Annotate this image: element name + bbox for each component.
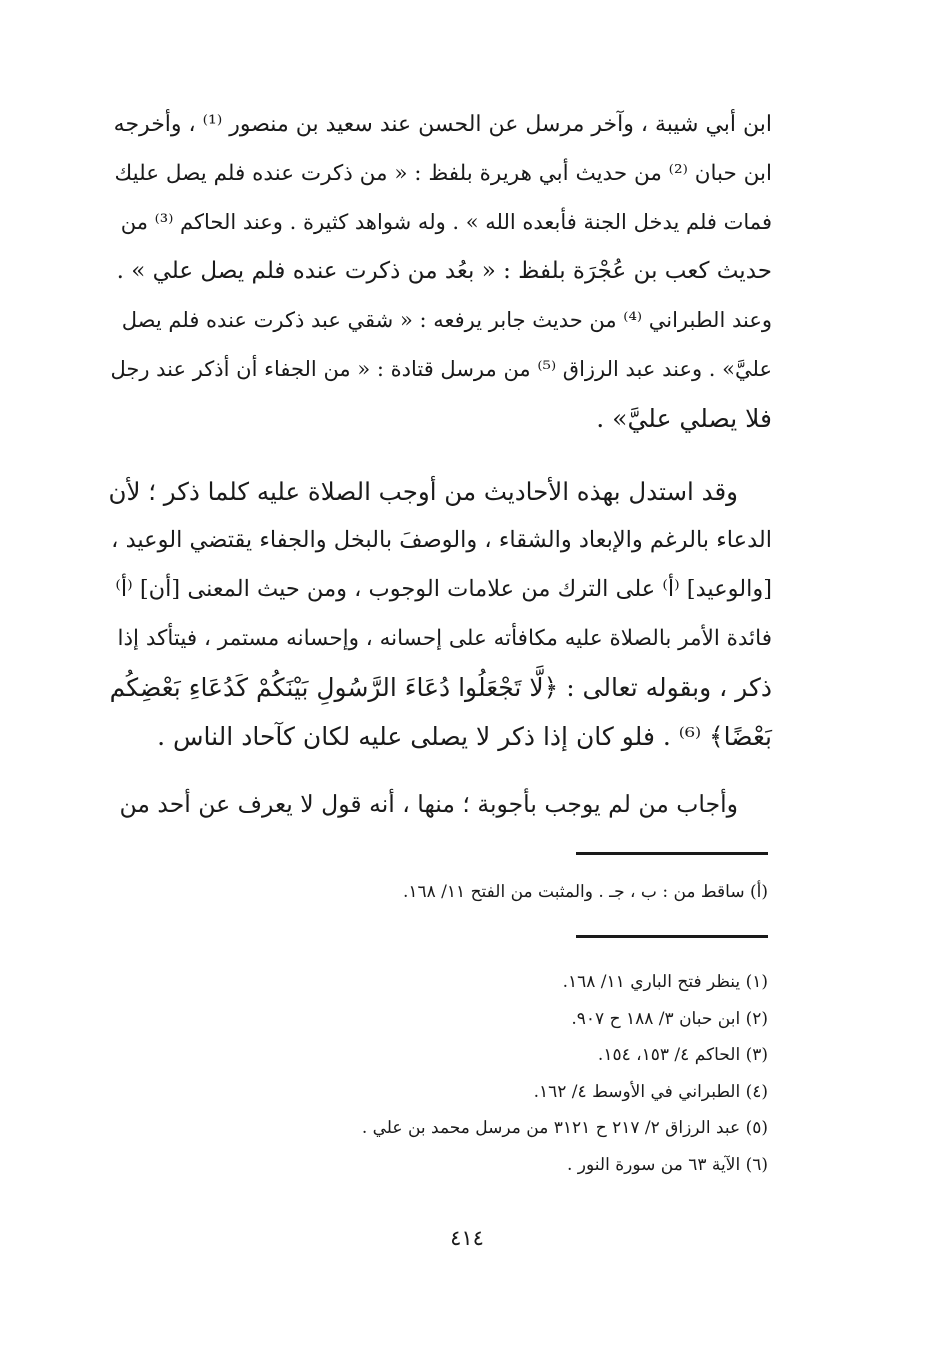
footnote-1: (١) ينظر فتح الباري ١١/ ١٦٨. <box>562 972 768 992</box>
text-line: الدعاء بالرغم والإبعاد والشقاء ، والوصفَ بالبخل والجفاء يقتضي الوعيد ، <box>111 527 772 553</box>
text-line: عليَّ» . وعند عبد الرزاق ⁽⁵⁾ من مرسل قتادة : « من الجفاء أن أذكر عند رجل <box>110 357 772 381</box>
paragraph-hadith-sources <box>108 100 772 443</box>
text-line: ابن أبي شيبة ، وآخر مرسل عن الحسن عند سعيد بن منصور ⁽¹⁾ ، وأخرجه <box>113 112 772 137</box>
paragraph-argument <box>108 467 772 761</box>
paragraph-response <box>108 780 772 829</box>
footnote-5: (٥) عبد الرزاق ٢/ ٢١٧ ح ٣١٢١ من مرسل محمد بن علي . <box>361 1118 768 1138</box>
footnote-6: (٦) الآية ٦٣ من سورة النور . <box>567 1154 768 1175</box>
text-line: وعند الطبراني ⁽⁴⁾ من حديث جابر يرفعه : « شقي عبد ذكرت عنده فلم يصل <box>121 308 772 332</box>
footnote-separator <box>576 852 768 855</box>
quran-verse-line: ذكر ، وبقوله تعالى : ﴿لَّا تَجْعَلُوا دُعَاءَ الرَّسُولِ بَيْنَكُمْ كَدُعَاءِ بَعْضِكُم <box>109 673 772 702</box>
page-number: ٤١٤ <box>450 1226 484 1250</box>
text-line: فلا يصلي عليَّ» . <box>596 404 772 433</box>
text-line: [والوعيد] ⁽أ⁾ على الترك من علامات الوجوب ، ومن حيث المعنى [أن] ⁽أ⁾ <box>115 576 772 602</box>
text-line: وقد استدل بهذه الأحاديث من أوجب الصلاة عليه كلما ذكر ؛ لأن <box>108 477 738 506</box>
text-line: بَعْضًا﴾ ⁽⁶⁾ . فلو كان إذا ذكر لا يصلى عليه لكان كآحاد الناس . <box>157 722 772 751</box>
footnote-3: (٣) الحاكم ٤/ ١٥٣، ١٥٤. <box>597 1045 768 1065</box>
text-line: حديث كعب بن عُجْرَة بلفظ : « بعُد من ذكرت عنده فلم يصل علي » . <box>116 258 772 284</box>
footnote-separator <box>576 935 768 938</box>
text-line: ابن حبان ⁽²⁾ من حديث أبي هريرة بلفظ : « من ذكرت عنده فلم يصل عليك <box>114 161 772 186</box>
text-line: وأجاب من لم يوجب بأجوبة ؛ منها ، أنه قول لا يعرف عن أحد من <box>119 790 738 818</box>
variant-note: (أ) ساقط من : ب ، جـ . والمثبت من الفتح ١١/ ١٦٨. <box>402 882 768 902</box>
footnote-2: (٢) ابن حبان ٣/ ١٨٨ ح ٩٠٧. <box>571 1008 768 1029</box>
text-line: فائدة الأمر بالصلاة عليه مكافأته على إحسانه ، وإحسانه مستمر ، فيتأكد إذا <box>117 626 772 651</box>
footnotes-list <box>168 964 768 1183</box>
text-line: فمات فلم يدخل الجنة فأبعده الله » . وله شواهد كثيرة . وعند الحاكم ⁽³⁾ من <box>120 210 772 234</box>
footnote-4: (٤) الطبراني في الأوسط ٤/ ١٦٢. <box>533 1081 768 1102</box>
